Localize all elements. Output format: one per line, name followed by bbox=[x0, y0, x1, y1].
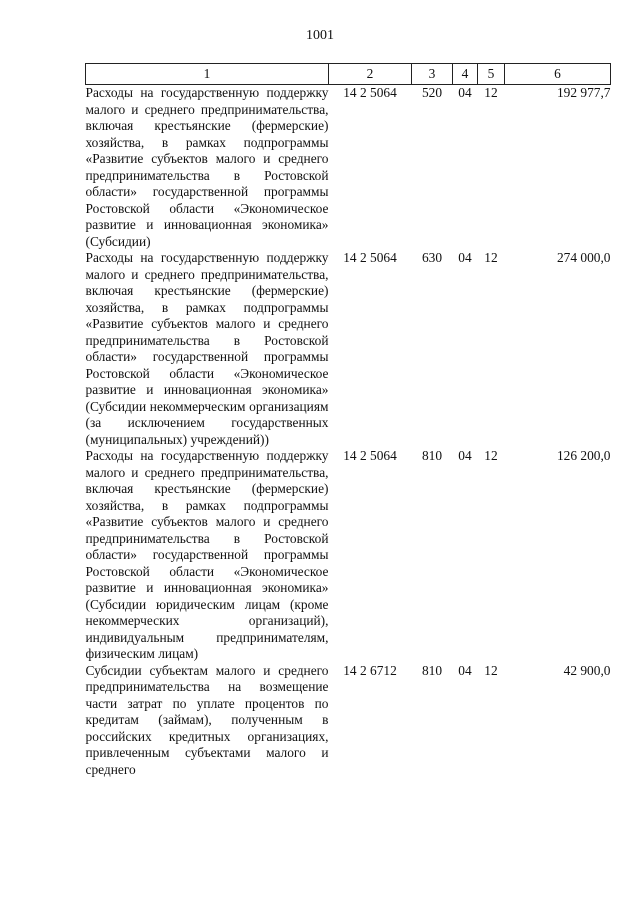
row-amount: 192 977,7 bbox=[556, 85, 611, 100]
row-expense-type: 810 bbox=[421, 448, 443, 463]
header-col-4: 4 bbox=[453, 64, 478, 85]
row-description: Субсидии субъектам малого и среднего предпринимательства на возмещение части затрат по уплате процентов по кредитам (займам), полученным в российских кредитных организациях, привлеченным субъектами малого и среднего bbox=[85, 662, 329, 777]
row-target-code: 14 2 5064 bbox=[343, 250, 397, 265]
row-amount: 274 000,0 bbox=[556, 250, 611, 265]
row-target-code: 14 2 6712 bbox=[343, 662, 397, 678]
table-header-row bbox=[86, 64, 611, 85]
row-description: Расходы на государственную поддержку малого и среднего предпринимательства, включая крестьянские (фермерские) хозяйства, в рамках подпрограммы «Развитие субъектов малого и среднего предпринимательства в Ростовской области» государственной программы Ростовской области «Экономическое развитие и инновационная экономика» (Субсидии юридическим лицам (кроме некоммерческих организаций), индивидуальным предпринимателям, физическим лицам) bbox=[85, 448, 329, 661]
header-col-6: 6 bbox=[505, 64, 611, 85]
row-subsection: 12 bbox=[484, 448, 498, 463]
row-expense-type: 520 bbox=[421, 85, 443, 100]
row-description: Расходы на государственную поддержку малого и среднего предпринимательства, включая крестьянские (фермерские) хозяйства, в рамках подпрограммы «Развитие субъектов малого и среднего предпринимательства в Ростовской области» государственной программы Ростовской области «Экономическое развитие и инновационная экономика» (Субсидии) bbox=[85, 85, 329, 249]
table-row bbox=[86, 250, 611, 448]
row-section: 04 bbox=[458, 250, 472, 265]
row-subsection: 12 bbox=[484, 85, 498, 100]
table-row bbox=[86, 448, 611, 663]
page-number: 1001 bbox=[306, 28, 334, 43]
row-expense-type: 810 bbox=[421, 662, 443, 678]
budget-table bbox=[85, 63, 611, 778]
row-subsection: 12 bbox=[484, 662, 498, 678]
row-description: Расходы на государственную поддержку малого и среднего предпринимательства, включая крестьянские (фермерские) хозяйства, в рамках подпрограммы «Развитие субъектов малого и среднего предпринимательства в Ростовской области» государственной программы Ростовской области «Экономическое развитие и инновационная экономика» (Субсидии некоммерческим организациям (за исключением государственных (муниципальных) учреждений)) bbox=[85, 250, 329, 447]
header-col-3: 3 bbox=[412, 64, 453, 85]
table-row bbox=[86, 663, 611, 779]
row-target-code: 14 2 5064 bbox=[343, 448, 397, 463]
row-expense-type: 630 bbox=[421, 250, 443, 265]
header-col-5: 5 bbox=[478, 64, 505, 85]
row-section: 04 bbox=[458, 662, 472, 678]
row-amount: 126 200,0 bbox=[556, 448, 611, 463]
header-col-1: 1 bbox=[86, 64, 329, 85]
row-section: 04 bbox=[458, 85, 472, 100]
header-col-2: 2 bbox=[329, 64, 412, 85]
row-amount: 42 900,0 bbox=[563, 662, 611, 678]
row-subsection: 12 bbox=[484, 250, 498, 265]
table-row bbox=[86, 85, 611, 251]
row-section: 04 bbox=[458, 448, 472, 463]
row-target-code: 14 2 5064 bbox=[343, 85, 397, 100]
